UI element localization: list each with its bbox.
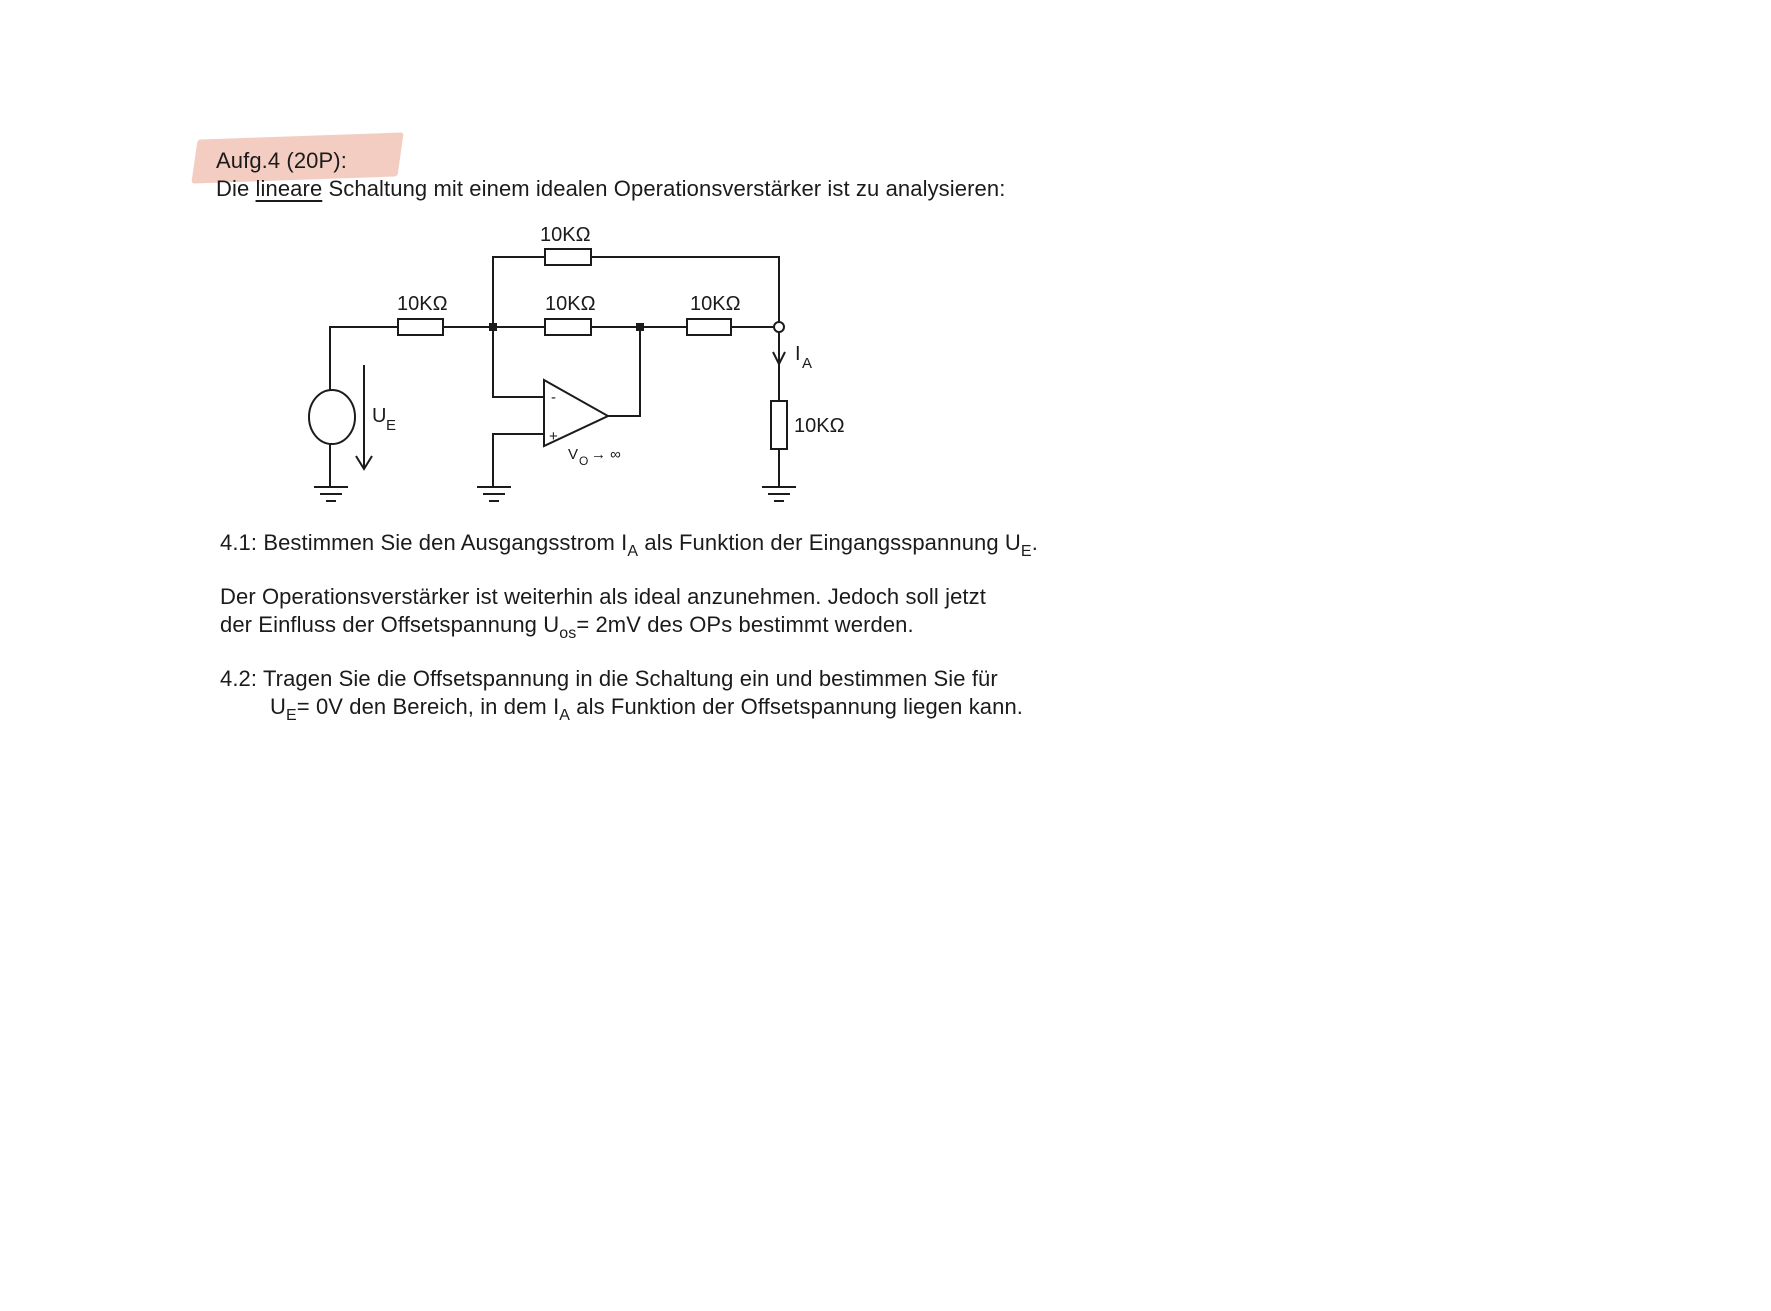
wire-opamp-output: [608, 327, 640, 416]
task-4-1: [220, 530, 1038, 560]
label-gain-rest: → ∞: [591, 446, 621, 463]
task-title: Aufg.4 (20P):: [216, 148, 347, 173]
intro-prefix: Die: [216, 176, 250, 201]
resistor-load: [771, 401, 787, 449]
label-middle: 10KΩ: [545, 293, 596, 315]
label-load: 10KΩ: [794, 415, 845, 437]
junction-node1: [489, 323, 497, 331]
task-4-2-line2: $U_E= 0V$ den Bereich, in dem $I_A$ als Funktion der Offsetspannung liegen kann.: [270, 694, 1024, 724]
intro-underlined-word: lineare: [255, 176, 323, 201]
ground-load: [762, 487, 796, 501]
ground-source: [314, 487, 348, 501]
label-source: U: [372, 405, 387, 427]
opamp-plus-sign: +: [549, 428, 558, 445]
task-4-1-text2: als Funktion der Eingangsspannung: [644, 530, 999, 555]
task-4-2-number: 4.2:: [220, 666, 258, 691]
resistor-middle: [545, 319, 591, 335]
intro-rest: Schaltung mit einem idealen Operationsverstärker ist zu analysieren:: [328, 176, 1006, 201]
label-current: I: [795, 343, 801, 365]
label-gain: V: [568, 446, 579, 463]
offset-note-line1: Der Operationsverstärker ist weiterhin als ideal anzunehmen. Jedoch soll jetzt: [220, 584, 986, 609]
label-current-sub: A: [802, 355, 813, 372]
label-output: 10KΩ: [690, 293, 741, 315]
task-4-1-var2: $U_E$.: [1004, 530, 1038, 560]
opamp-minus-sign: -: [551, 389, 556, 406]
output-node: [774, 322, 784, 332]
task-4-1-var1: $I_A$: [621, 530, 639, 560]
label-source-sub: E: [386, 417, 397, 434]
task-4-1-number: 4.1:: [220, 530, 258, 555]
wire-feedback-left: [493, 257, 545, 327]
label-gain-sub: O: [579, 454, 589, 468]
wire-plus-ground: [493, 434, 544, 486]
resistor-output: [687, 319, 731, 335]
offset-note-line2: der Einfluss der Offsetspannung $U_{os}= 2mV$ des OPs bestimmt werden.: [220, 612, 914, 642]
ground-opamp: [477, 487, 511, 501]
junction-node2: [636, 323, 644, 331]
resistor-input: [398, 319, 443, 335]
wire-to-minus: [493, 327, 544, 397]
task-4-2-line1: [220, 666, 998, 692]
label-input: 10KΩ: [397, 293, 448, 315]
label-feedback-top: 10KΩ: [540, 224, 591, 246]
offset-sub: os: [559, 625, 577, 642]
resistor-feedback-top: [545, 249, 591, 265]
task-4-2-text: Tragen Sie die Offsetspannung in die Schaltung ein und bestimmen Sie für: [262, 666, 998, 691]
voltage-source: [309, 390, 355, 444]
task-4-1-text: Bestimmen Sie den Ausgangsstrom: [263, 530, 615, 555]
wire-feedback-right: [591, 257, 779, 327]
